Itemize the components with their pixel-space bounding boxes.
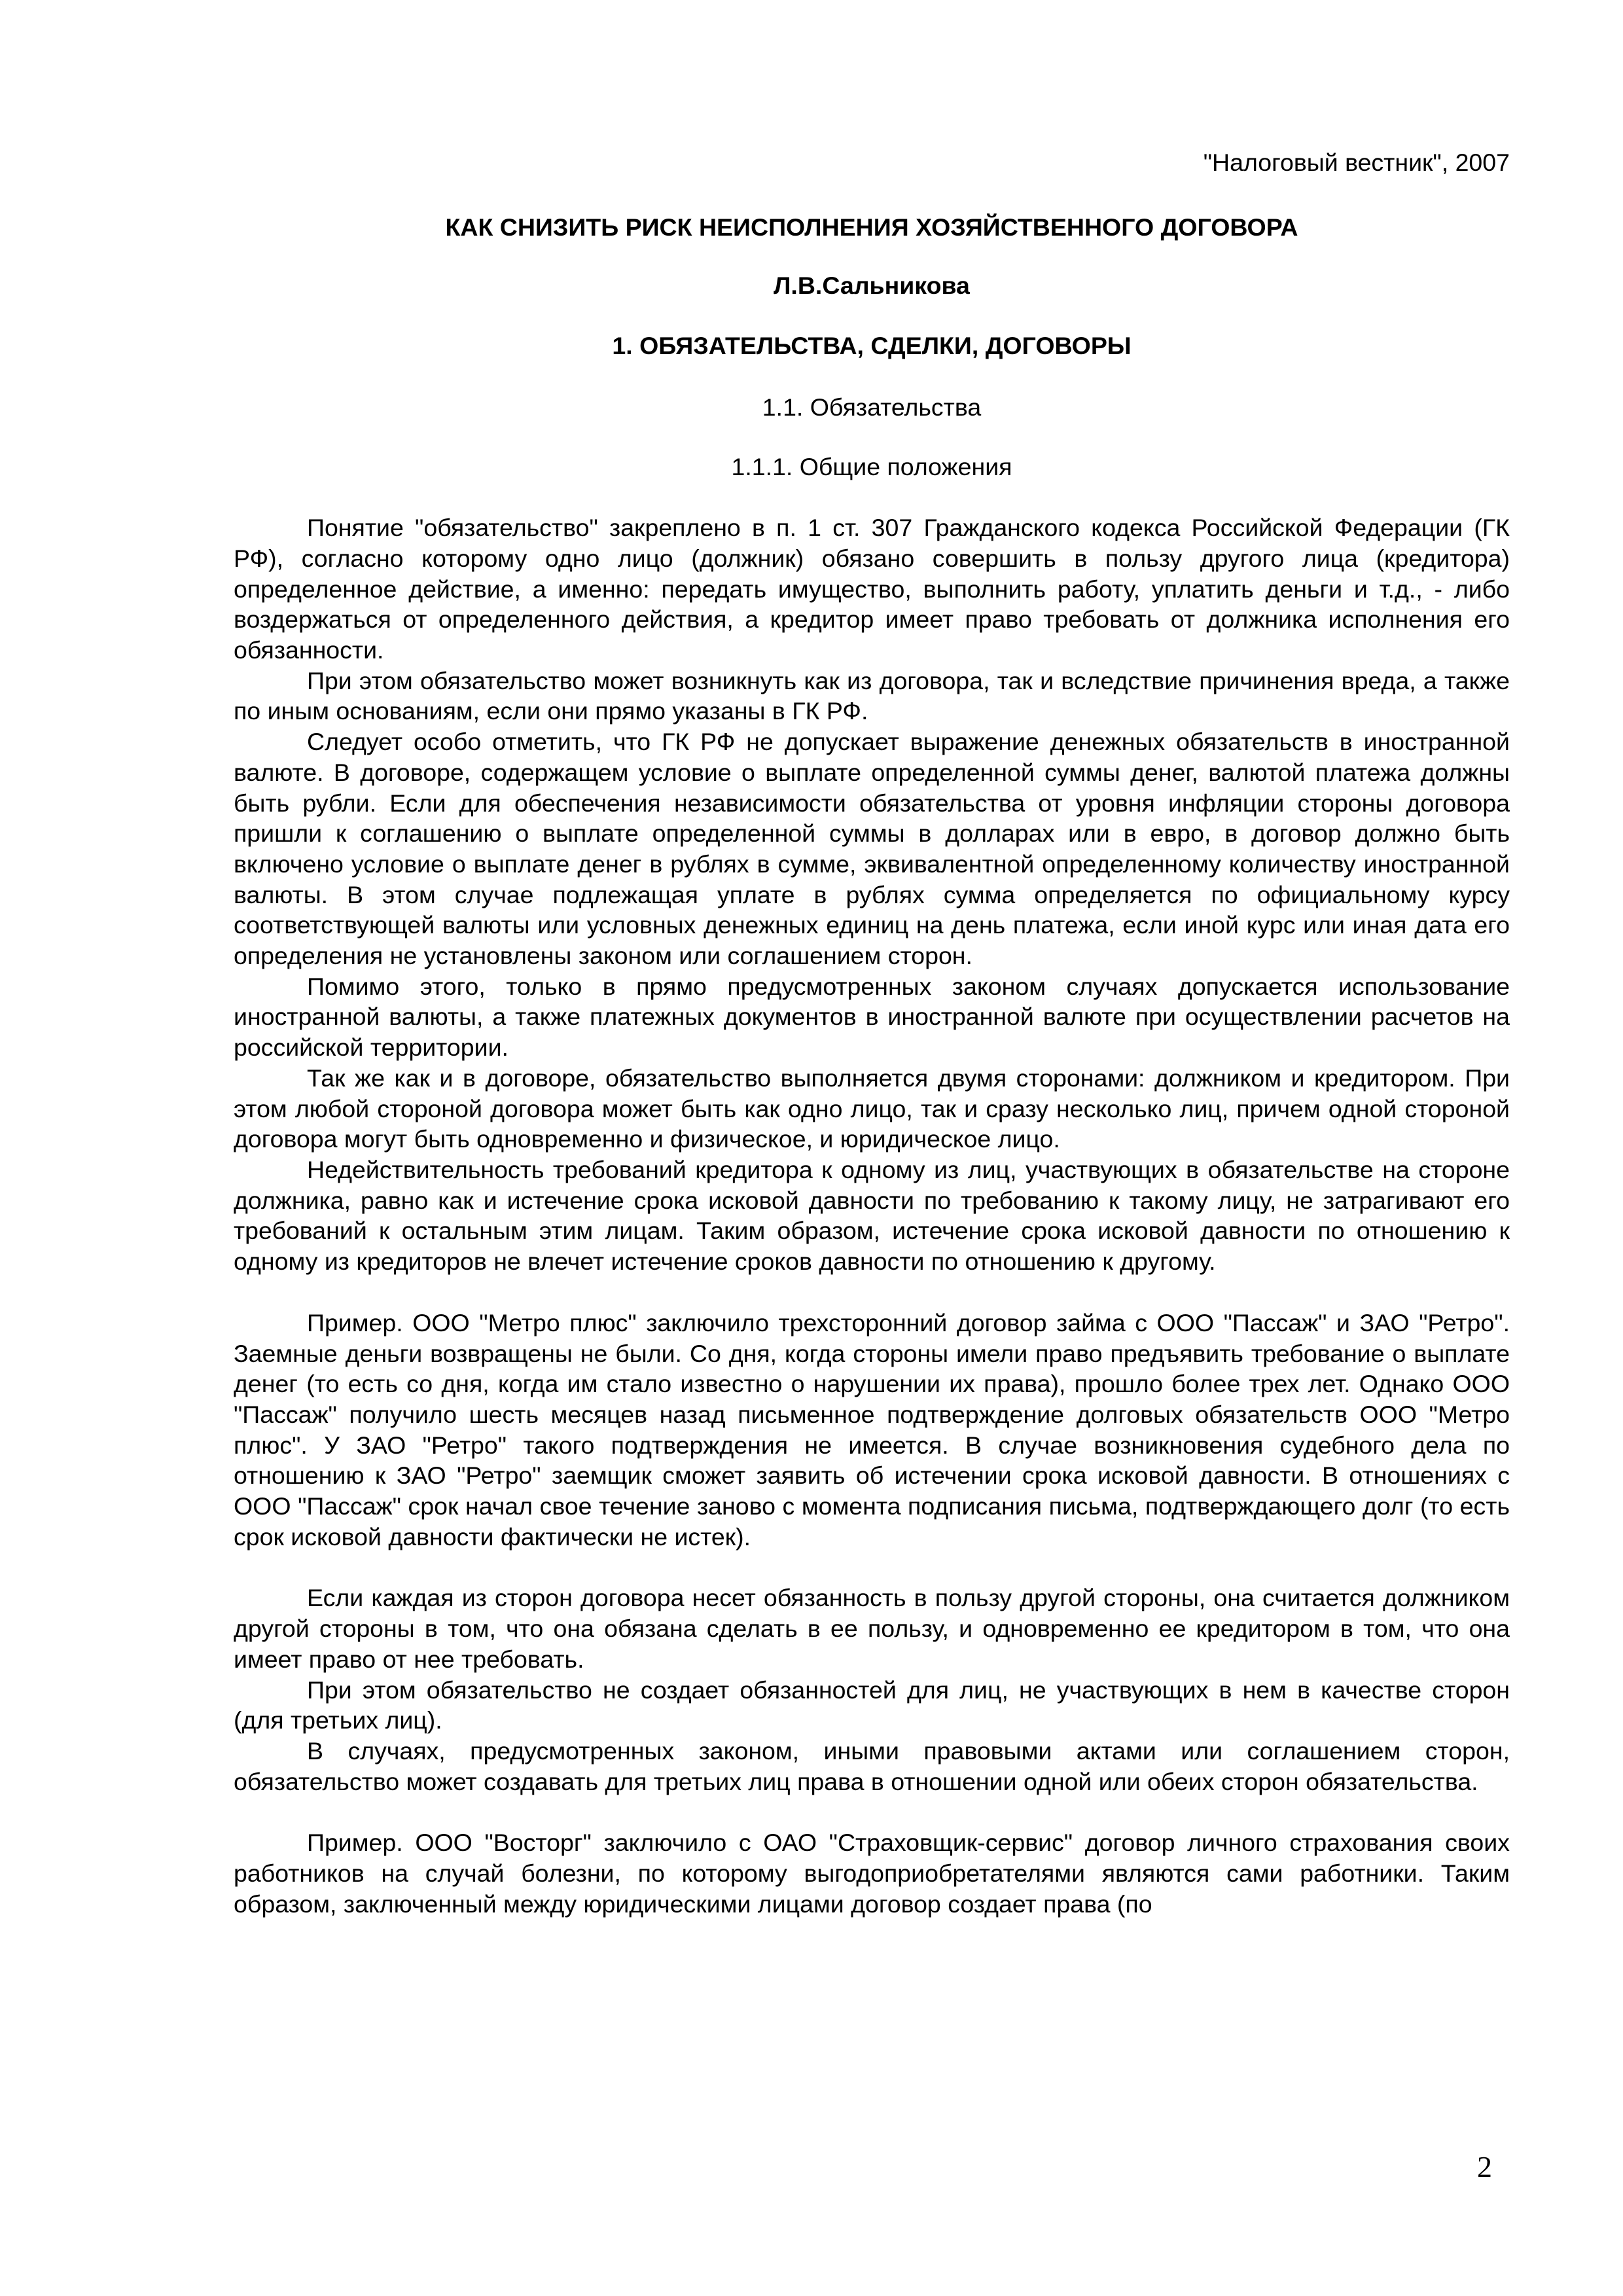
paragraph: Недействительность требований кредитора к одному из лиц, участвующих в обязательстве на стороне должника, равно как и истечение срока исковой давности по требованию к такому лицу, не затрагивают его требований к остальным этим лицам. Таким образом, истечение срока исковой давности по отношению к одному из кредиторов не влечет истечение сроков давности по отношению к другому. <box>234 1155 1510 1276</box>
paragraph-gap <box>234 1277 1510 1308</box>
subsubsection-heading: 1.1.1. Общие положения <box>731 452 1012 480</box>
paragraph: При этом обязательство может возникнуть как из договора, так и вследствие причинения вреда, а также по иным основаниям, если они прямо указаны в ГК РФ. <box>234 666 1510 725</box>
paragraph: При этом обязательство не создает обязанностей для лиц, не участвующих в нем в качестве сторон (для третьих лиц). <box>234 1676 1510 1734</box>
section-heading: 1. ОБЯЗАТЕЛЬСТВА, СДЕЛКИ, ДОГОВОРЫ <box>612 332 1132 360</box>
page-number: 2 <box>1477 2150 1492 2183</box>
subsection-heading: 1.1. Обязательства <box>762 393 982 421</box>
paragraph: Следует особо отметить, что ГК РФ не допускает выражение денежных обязательств в иностранной валюте. В договоре, содержащем условие о выплате определенной суммы денег, валютой платежа должны быть рубли. Если для обеспечения независимости обязательства от уровня инфляции стороны договора пришли к соглашению о выплате определенной суммы в долларах или в евро, в договор должно быть включено условие о выплате денег в рублях в сумме, эквивалентной определенному количеству иностранной валюты. В этом случае подлежащая уплате в рублях сумма определяется по официальному курсу соответствующей валюты или условных денежных единиц на день платежа, если иной курс или иная дата его определения не установлены законом или соглашением сторон. <box>234 728 1510 970</box>
example-paragraph: Пример. ООО "Метро плюс" заключило трехсторонний договор займа с ООО "Пассаж" и ЗАО "Ретро". Заемные деньги возвращены не были. Со дня, когда стороны имели право предъявить требование о выплате денег (то есть со дня, когда им стало известно о нарушении их права), прошло более трех лет. Однако ООО "Пассаж" получило шесть месяцев назад письменное подтверждение долговых обязательств ООО "Метро плюс". У ЗАО "Ретро" такого подтверждения не имеется. В случае возникновения судебного дела по отношению к ЗАО "Ретро" заемщик сможет заявить об истечении срока исковой давности. В отношениях с ООО "Пассаж" срок начал свое течение заново с момента подписания письма, подтверждающего долг (то есть срок исковой давности фактически не истек). <box>234 1308 1510 1551</box>
paragraph: Помимо этого, только в прямо предусмотренных законом случаях допускается использование иностранной валюты, а также платежных документов в иностранной валюте при осуществлении расчетов на российской территории. <box>234 972 1510 1062</box>
paragraph: Если каждая из сторон договора несет обязанность в пользу другой стороны, она считается должником другой стороны в том, что она обязана сделать в ее пользу, и одновременно ее кредитором в том, что она имеет право от нее требовать. <box>234 1584 1510 1673</box>
paragraph: В случаях, предусмотренных законом, иными правовыми актами или соглашением сторон, обязательство может создавать для третьих лиц права в отношении одной или обеих сторон обязательства. <box>234 1736 1510 1795</box>
paragraph-gap <box>234 1552 1510 1583</box>
paragraph: Так же как и в договоре, обязательство выполняется двумя сторонами: должником и кредитором. При этом любой стороной договора может быть как одно лицо, так и сразу несколько лиц, причем одной стороной договора могут быть одновременно и физическое, и юридическое лицо. <box>234 1064 1510 1153</box>
paragraph-gap <box>234 1797 1510 1827</box>
author-name: Л.В.Сальникова <box>774 272 970 300</box>
source-line: "Налоговый вестник", 2007 <box>1203 149 1510 176</box>
example-paragraph: Пример. ООО "Восторг" заключило с ОАО "Страховщик-сервис" договор личного страхования своих работников на случай болезни, по которому выгодоприобретателями являются сами работники. Таким образом, заключенный между юридическими лицами договор создает права (по <box>234 1829 1510 1918</box>
paragraph: Понятие "обязательство" закреплено в п. 1 ст. 307 Гражданского кодекса Российской Федерации (ГК РФ), согласно которому одно лицо (должник) обязано совершить в пользу другого лица (кредитора) определенное действие, а именно: передать имущество, выполнить работу, уплатить деньги и т.д., - либо воздержаться от определенного действия, а кредитор имеет право требовать от должника исполнения его обязанности. <box>234 514 1510 664</box>
page-content <box>234 147 1510 1919</box>
article-title: КАК СНИЗИТЬ РИСК НЕИСПОЛНЕНИЯ ХОЗЯЙСТВЕННОГО ДОГОВОРА <box>445 213 1298 241</box>
